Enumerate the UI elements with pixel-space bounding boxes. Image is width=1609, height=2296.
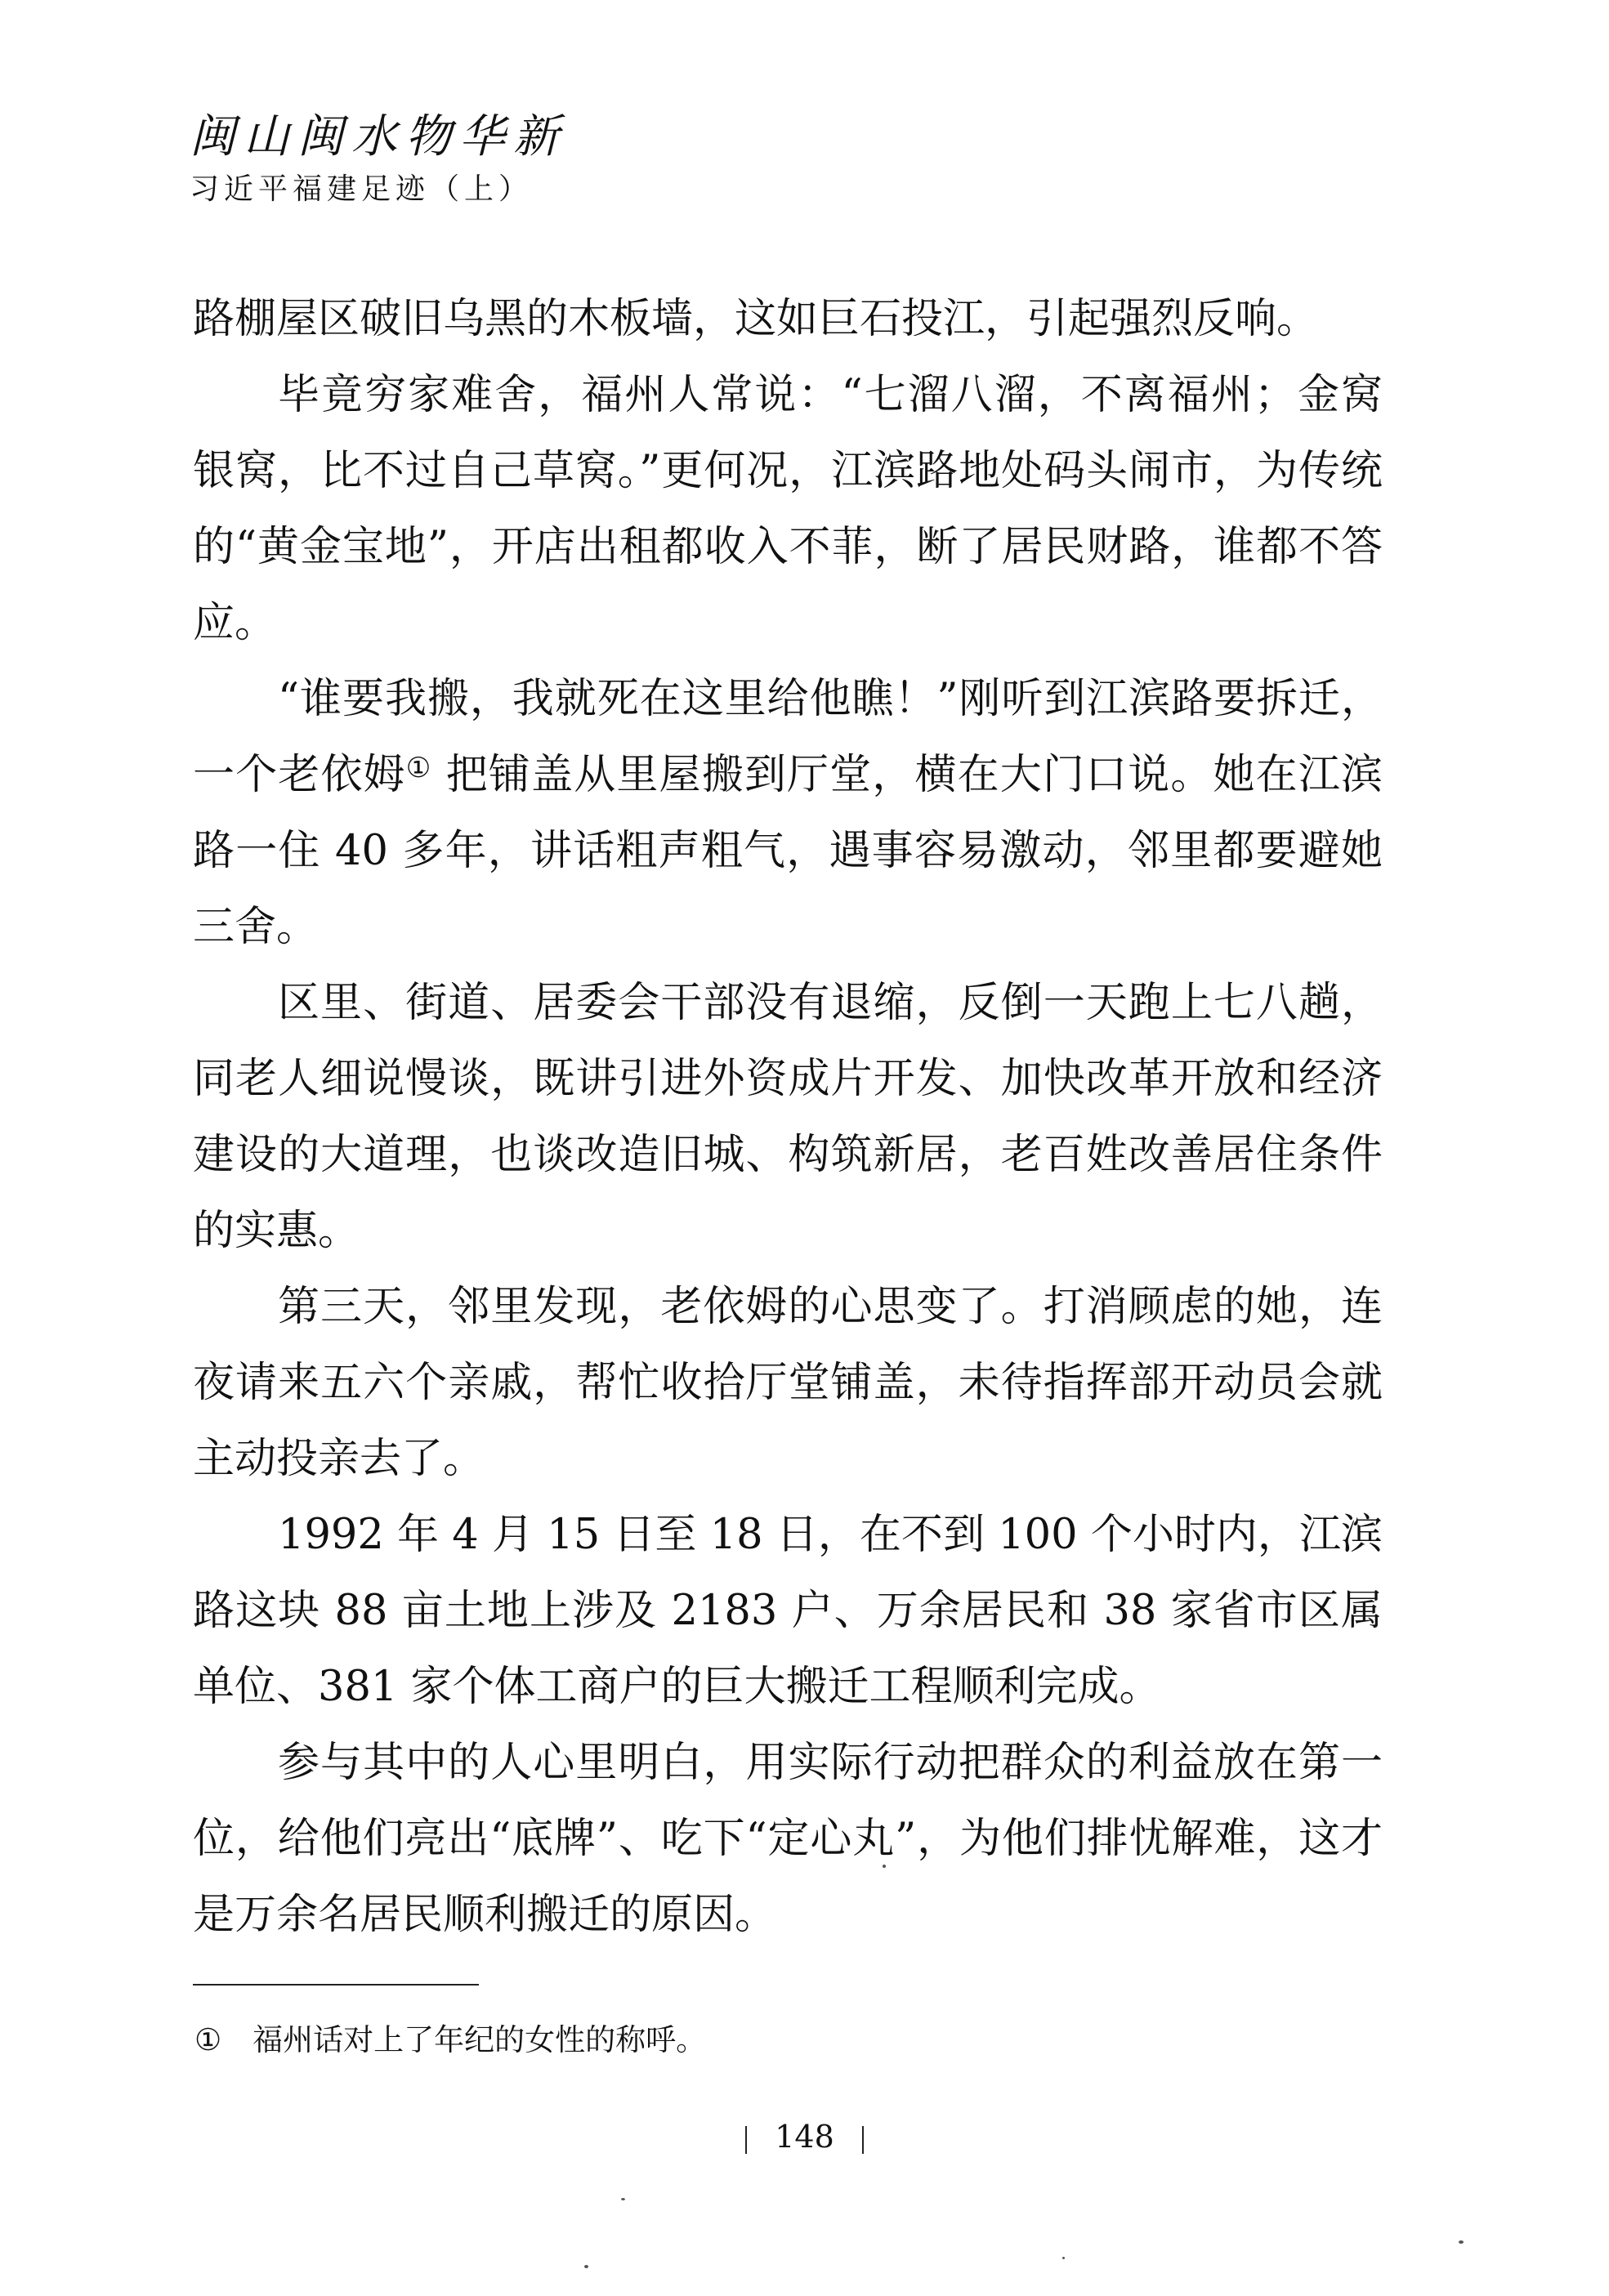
scan-speck	[621, 2198, 625, 2200]
paragraph: 毕竟穷家难舍，福州人常说：“七溜八溜，不离福州；金窝银窝，比不过自己草窝。”更何况，江滨路地处码头闹市，为传统的“黄金宝地”，开店出租都收入不菲，断了居民财路，谁都不答应。	[193, 371, 1383, 647]
paragraph-text: “谁要我搬，我就死在这里给他瞧！”刚听到江滨路要拆迁，一个老依姆	[193, 675, 1383, 799]
footnote-divider	[193, 1984, 479, 1986]
series-title: 闽山闽水物华新	[190, 110, 567, 163]
footnote	[194, 2020, 706, 2061]
paragraph-continued: 路棚屋区破旧乌黑的木板墙，这如巨石投江，引起强烈反响。	[193, 295, 1319, 343]
page-footer	[0, 2116, 1609, 2157]
book-subtitle: 习近平福建足迹（上）	[190, 172, 534, 206]
paragraph: 1992 年 4 月 15 日至 18 日，在不到 100 个小时内，江滨路这块 88 亩土地上涉及 2183 户、万余居民和 38 家省市区属单位、381 家个体工商户的巨大搬迁工程顺利完成。	[193, 1511, 1383, 1711]
paragraph-text: 把铺盖从里屋搬到厅堂，横在大门口说。她在江滨路一住 40 多年，讲话粗声粗气，遇事容易激动，邻里都要避她三舍。	[193, 751, 1383, 951]
paragraph: 区里、街道、居委会干部没有退缩，反倒一天跑上七八趟，同老人细说慢谈，既讲引进外资成片开发、加快改革开放和经济建设的大道理，也谈改造旧城、构筑新居，老百姓改善居住条件的实惠。	[193, 979, 1383, 1255]
running-header	[190, 110, 843, 206]
paragraph-with-footnote	[193, 661, 1383, 965]
scan-speck	[1459, 2240, 1464, 2244]
page-number-right-rule	[862, 2126, 864, 2154]
body-text	[193, 281, 1383, 1953]
footnote-reference[interactable]: ①	[405, 752, 432, 784]
paragraph: 参与其中的人心里明白，用实际行动把群众的利益放在第一位，给他们亮出“底牌”、吃下“定心丸”，为他们排忧解难，这才是万余名居民顺利搬迁的原因。	[193, 1739, 1383, 1939]
page-number: 148	[775, 2119, 834, 2155]
scan-speck	[883, 1865, 886, 1868]
page-number-left-rule	[745, 2126, 747, 2154]
scan-speck	[1062, 2257, 1065, 2259]
footnote-mark: ①	[194, 2022, 222, 2057]
scan-speck	[584, 2265, 588, 2268]
footnote-text: 福州话对上了年纪的女性的称呼。	[253, 2022, 707, 2057]
paragraph: 第三天，邻里发现，老依姆的心思变了。打消顾虑的她，连夜请来五六个亲戚，帮忙收拾厅堂铺盖，未待指挥部开动员会就主动投亲去了。	[193, 1283, 1383, 1483]
